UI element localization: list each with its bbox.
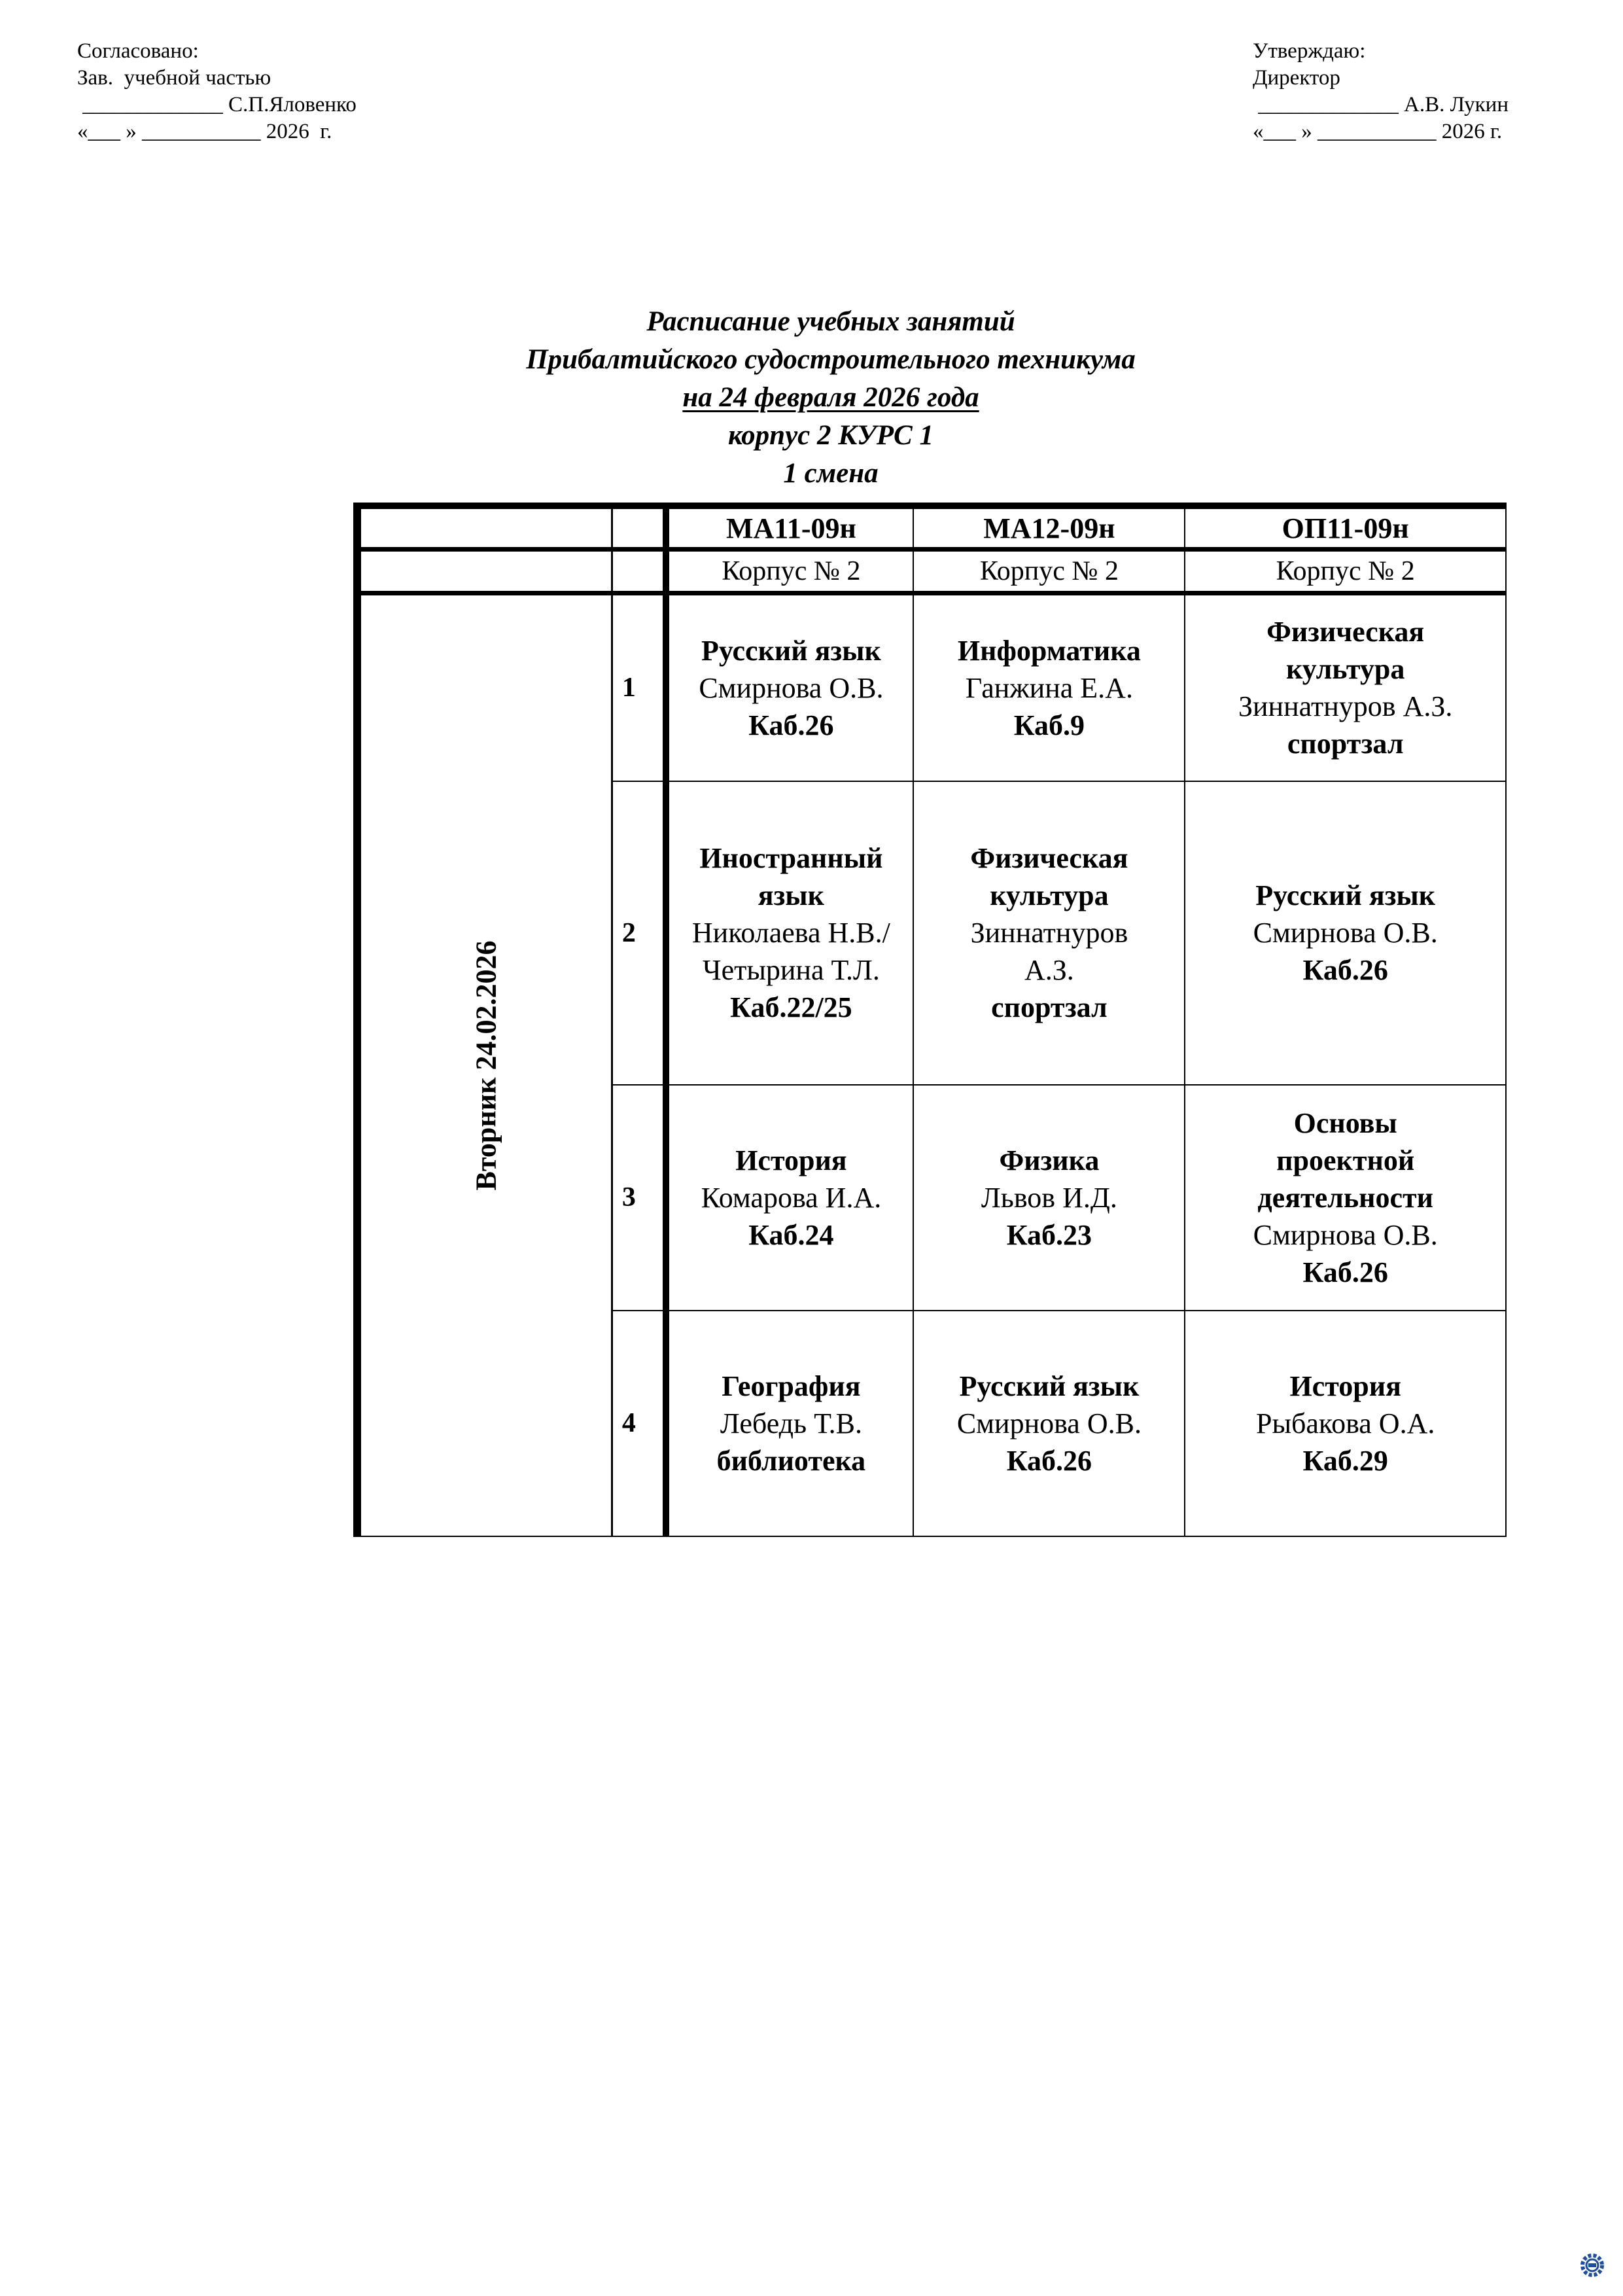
lesson-room: Каб.22/25 (730, 991, 852, 1023)
lesson-number: 4 (612, 1311, 666, 1536)
lesson-teacher: Комарова И.А. (701, 1181, 882, 1214)
gear-logo-icon (1578, 2251, 1607, 2280)
lesson-cell (1185, 781, 1506, 1085)
title-line-5: 1 смена (783, 458, 879, 489)
title-date-text: на 24 февраля 2026 года (682, 382, 979, 413)
building-name: Корпус № 2 (1185, 550, 1506, 593)
approval-block-left (77, 38, 357, 145)
header-corner-day (357, 506, 612, 550)
lesson-subject: Основы проектной деятельности (1257, 1106, 1433, 1214)
lesson-cell (1185, 1311, 1506, 1536)
lesson-room: библиотека (716, 1444, 866, 1477)
lesson-cell (913, 593, 1185, 781)
lesson-subject: Информатика (957, 634, 1141, 667)
lesson-cell (1185, 1085, 1506, 1311)
group-name: МА11-09н (666, 506, 913, 550)
lesson-teacher: Зиннатнуров А.З. (1238, 690, 1453, 723)
lesson-teacher: Смирнова О.В. (699, 671, 884, 704)
title-line-1: Расписание учебных занятий (646, 306, 1015, 337)
lesson-room: Каб.26 (748, 709, 834, 741)
lesson-room: спортзал (1287, 728, 1404, 760)
group-header-row (357, 506, 1506, 550)
lesson-room: Каб.26 (1302, 954, 1388, 986)
approval-right-line-4: «___ » ___________ 2026 г. (1253, 120, 1503, 143)
lesson-room: Каб.26 (1006, 1444, 1092, 1477)
lesson-teacher: Ганжина Е.А. (965, 671, 1133, 704)
lesson-teacher: Смирнова О.В. (1253, 917, 1438, 949)
lesson-room: спортзал (991, 991, 1108, 1023)
lesson-subject: Физика (999, 1144, 1100, 1176)
title-date (353, 379, 1308, 417)
lesson-teacher: Львов И.Д. (981, 1181, 1117, 1214)
lesson-cell (913, 1311, 1185, 1536)
lesson-cell (666, 1085, 913, 1311)
lesson-number: 2 (612, 781, 666, 1085)
building-corner-num (612, 550, 666, 593)
title-line-4: корпус 2 КУРС 1 (728, 420, 934, 451)
approval-left-line-3: _____________ С.П.Яловенко (77, 93, 357, 116)
lesson-subject: История (1289, 1369, 1401, 1402)
approval-left-line-2: Зав. учебной частью (77, 66, 271, 90)
lesson-room: Каб.26 (1302, 1256, 1388, 1288)
lesson-subject: История (735, 1144, 847, 1176)
lesson-teacher: Лебедь Т.В. (720, 1407, 862, 1439)
lesson-teacher: Рыбакова О.А. (1255, 1407, 1435, 1439)
lesson-room: Каб.29 (1302, 1444, 1388, 1477)
lesson-teacher: Зиннатнуров А.З. (970, 917, 1128, 986)
lesson-room: Каб.23 (1006, 1218, 1092, 1251)
lesson-subject: Физическая культура (1266, 616, 1425, 686)
lesson-cell (666, 1311, 913, 1536)
lesson-cell (1185, 593, 1506, 781)
group-name: МА12-09н (913, 506, 1185, 550)
lesson-room: Каб.24 (748, 1218, 834, 1251)
schedule-table (353, 503, 1507, 1537)
lesson-cell (666, 593, 913, 781)
lesson-subject: Русский язык (1255, 879, 1436, 911)
approval-right-line-2: Директор (1253, 66, 1340, 90)
lesson-teacher: Смирнова О.В. (1253, 1218, 1438, 1251)
day-cell (357, 593, 612, 1536)
lesson-subject: Иностранный язык (699, 842, 883, 911)
group-name: ОП11-09н (1185, 506, 1506, 550)
approval-left-line-4: «___ » ___________ 2026 г. (77, 120, 332, 143)
lesson-subject: Физическая культура (970, 842, 1128, 911)
day-label: Вторник 24.02.2026 (470, 940, 502, 1191)
lesson-cell (913, 1085, 1185, 1311)
approval-block-right (1253, 38, 1509, 145)
building-name: Корпус № 2 (666, 550, 913, 593)
header-corner-num (612, 506, 666, 550)
lesson-teacher: Николаева Н.В./Четырина Т.Л. (691, 917, 890, 986)
approval-right-line-3: _____________ А.В. Лукин (1253, 93, 1509, 116)
lesson-number: 3 (612, 1085, 666, 1311)
title-line-2: Прибалтийского судостроительного техникума (526, 344, 1136, 375)
lesson-number: 1 (612, 593, 666, 781)
lesson-subject: Русский язык (959, 1369, 1140, 1402)
building-corner-day (357, 550, 612, 593)
building-row (357, 550, 1506, 593)
approval-right-line-1: Утверждаю: (1253, 39, 1366, 63)
lesson-subject: Русский язык (701, 634, 881, 667)
building-name: Корпус № 2 (913, 550, 1185, 593)
lesson-room: Каб.9 (1013, 709, 1085, 741)
schedule-title (353, 303, 1308, 493)
lesson-subject: География (722, 1369, 861, 1402)
approval-left-line-1: Согласовано: (77, 39, 199, 63)
lesson-row (357, 593, 1506, 781)
lesson-cell (913, 781, 1185, 1085)
lesson-teacher: Смирнова О.В. (956, 1407, 1142, 1439)
lesson-cell (666, 781, 913, 1085)
